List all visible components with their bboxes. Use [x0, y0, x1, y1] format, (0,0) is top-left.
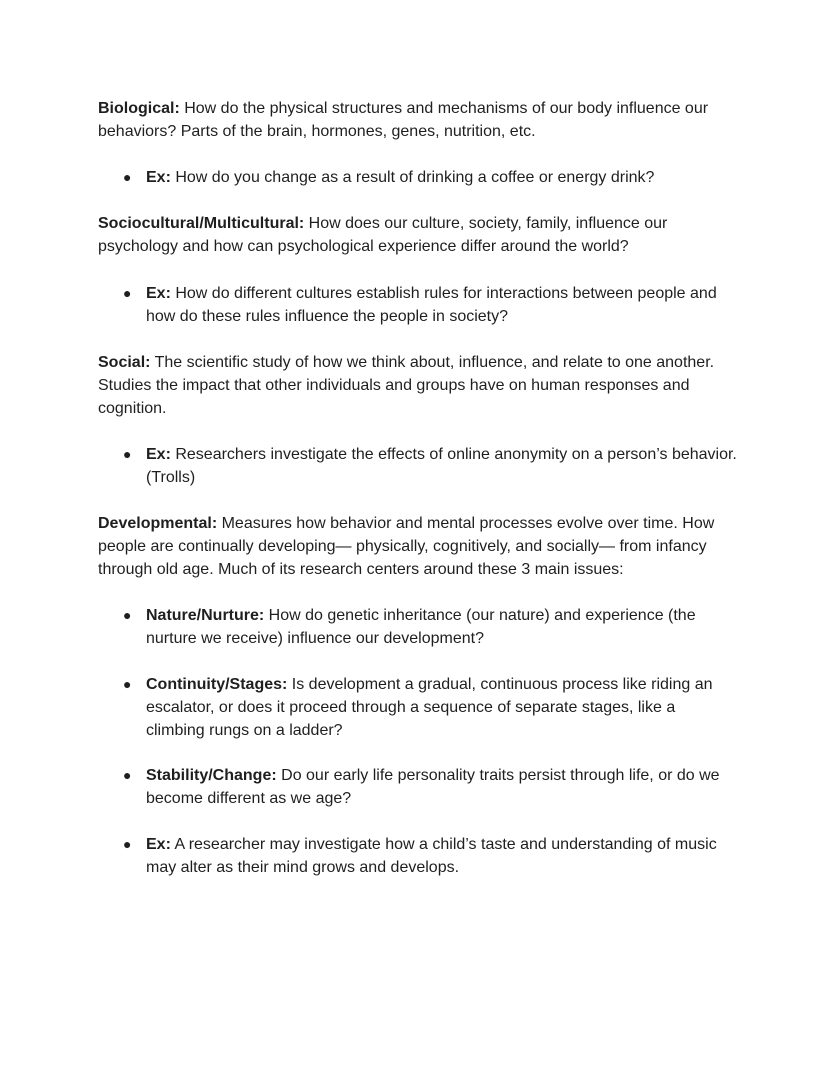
bullet-item — [98, 833, 738, 879]
bullet-list-social — [98, 443, 738, 489]
section-sociocultural — [98, 212, 738, 258]
bullet-list-sociocultural — [98, 282, 738, 328]
definition-biological: How do the physical structures and mechanisms of our body influence our behaviors? Parts of the brain, hormones, genes, nutrition, etc. — [98, 100, 709, 140]
bullet-text: How do genetic inheritance (our nature) and experience (the nurture we receive) influence our development? — [146, 607, 696, 647]
bullet-dot-icon: ● — [123, 285, 132, 301]
bullet-dot-icon: ● — [123, 169, 132, 185]
bullet-item — [98, 673, 738, 742]
bullet-item — [98, 443, 738, 489]
bullet-dot-icon: ● — [123, 676, 132, 692]
section-developmental — [98, 512, 738, 581]
section-biological — [98, 97, 738, 143]
section-social — [98, 351, 738, 420]
bullet-text: Do our early life personality traits persist through life, or do we become different as we age? — [146, 767, 720, 807]
definition-sociocultural: How does our culture, society, family, influence our psychology and how can psychological experience differ around the world? — [98, 215, 668, 255]
bullet-text: Is development a gradual, continuous process like riding an escalator, or does it proceed through a sequence of separate stages, like a climbing rungs on a ladder? — [146, 676, 713, 739]
bullet-term: Stability/Change: — [146, 767, 277, 784]
bullet-term: Ex: — [146, 285, 171, 302]
bullet-list-biological — [98, 166, 738, 189]
term-biological: Biological: — [98, 100, 180, 117]
bullet-text: How do you change as a result of drinking a coffee or energy drink? — [170, 169, 655, 186]
bullet-term: Ex: — [146, 446, 171, 463]
bullet-list-developmental — [98, 604, 738, 879]
document-page — [98, 97, 738, 879]
term-sociocultural: Sociocultural/Multicultural: — [98, 215, 305, 232]
bullet-dot-icon: ● — [123, 767, 132, 783]
bullet-item — [98, 604, 738, 650]
bullet-term: Continuity/Stages: — [146, 676, 288, 693]
bullet-item — [98, 282, 738, 328]
bullet-term: Nature/Nurture: — [146, 607, 265, 624]
term-social: Social: — [98, 354, 151, 371]
bullet-dot-icon: ● — [123, 836, 132, 852]
definition-social: The scientific study of how we think about, influence, and relate to one another. Studies the impact that other individuals and groups have on human responses and cognition. — [98, 354, 715, 417]
bullet-text: How do different cultures establish rules for interactions between people and how do these rules influence the people in society? — [146, 285, 717, 325]
bullet-dot-icon: ● — [123, 446, 132, 462]
term-developmental: Developmental: — [98, 515, 218, 532]
bullet-text: A researcher may investigate how a child’s taste and understanding of music may alter as their mind grows and develops. — [146, 836, 717, 876]
bullet-item — [98, 764, 738, 810]
bullet-term: Ex: — [146, 836, 171, 853]
bullet-item — [98, 166, 738, 189]
bullet-dot-icon: ● — [123, 607, 132, 623]
definition-developmental: Measures how behavior and mental processes evolve over time. How people are continually developing— physically, cognitively, and socially— from infancy through old age. Much of its research centers around these 3 main issues: — [98, 515, 715, 578]
bullet-term: Ex: — [146, 169, 171, 186]
bullet-text: Researchers investigate the effects of online anonymity on a person’s behavior. (Trolls) — [146, 446, 737, 486]
